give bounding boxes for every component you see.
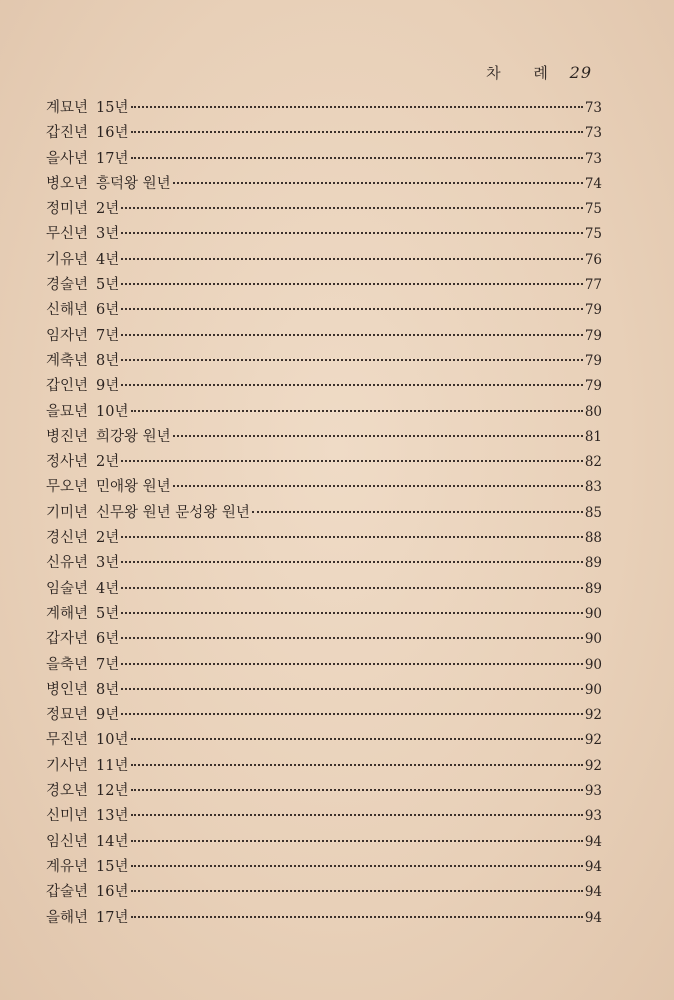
toc-entry [46, 349, 602, 374]
dot-leader [131, 865, 583, 867]
dot-leader [121, 587, 583, 589]
entry-page-number: 81 [584, 428, 602, 445]
entry-page-number: 90 [584, 656, 602, 673]
toc-entry [46, 425, 602, 450]
dot-leader [121, 663, 583, 665]
entry-description: 4년 [96, 580, 120, 597]
entry-year: 무오년 [46, 479, 89, 496]
entry-year: 신해년 [46, 302, 89, 319]
entry-description: 17년 [96, 150, 129, 167]
dot-leader [121, 232, 583, 234]
entry-description: 8년 [96, 352, 120, 369]
entry-description: 16년 [96, 125, 129, 142]
entry-description: 민애왕 원년 [96, 479, 171, 496]
entry-page-number: 92 [584, 732, 602, 749]
entry-year: 병오년 [46, 175, 89, 192]
entry-page-number: 73 [584, 100, 602, 116]
toc-entry [46, 830, 602, 855]
dot-leader [173, 485, 583, 487]
entry-description: 6년 [96, 631, 120, 648]
entry-page-number: 79 [584, 327, 602, 344]
dot-leader [121, 308, 583, 310]
entry-year: 기유년 [46, 251, 89, 268]
toc-entry [46, 653, 602, 678]
toc-entry [46, 804, 602, 829]
dot-leader [131, 789, 583, 791]
dot-leader [131, 916, 583, 918]
entry-page-number: 80 [584, 403, 602, 420]
entry-description: 17년 [96, 909, 129, 926]
entry-description: 2년 [96, 530, 120, 547]
entry-description: 4년 [96, 251, 120, 268]
entry-year: 을축년 [46, 656, 89, 673]
entry-year: 경술년 [46, 277, 89, 294]
toc-entry [46, 728, 602, 753]
toc-entry [46, 96, 602, 121]
toc-entry [46, 172, 602, 197]
dot-leader [121, 536, 583, 538]
entry-description: 7년 [96, 656, 120, 673]
entry-page-number: 75 [584, 201, 602, 218]
entry-description: 15년 [96, 858, 129, 875]
dot-leader [131, 106, 583, 108]
entry-description: 5년 [96, 605, 120, 622]
toc-entry [46, 450, 602, 475]
header-title: 차 례 [486, 64, 562, 82]
entry-year: 갑진년 [46, 125, 89, 142]
entry-year: 정묘년 [46, 707, 89, 724]
entry-page-number: 74 [584, 175, 602, 192]
entry-description: 14년 [96, 833, 129, 850]
entry-page-number: 82 [584, 454, 602, 471]
toc-entry [46, 121, 602, 146]
entry-year: 신유년 [46, 555, 89, 572]
entry-year: 계유년 [46, 858, 89, 875]
dot-leader [131, 890, 583, 892]
dot-leader [131, 410, 583, 412]
toc-entry [46, 273, 602, 298]
entry-page-number: 93 [584, 808, 602, 825]
entry-page-number: 90 [584, 605, 602, 622]
entry-description: 10년 [96, 403, 129, 420]
entry-page-number: 89 [584, 555, 602, 572]
toc-entry [46, 197, 602, 222]
entry-year: 기사년 [46, 757, 89, 774]
entry-year: 계축년 [46, 352, 89, 369]
entry-description: 희강왕 원년 [96, 428, 171, 445]
entry-description: 10년 [96, 732, 129, 749]
dot-leader [121, 258, 583, 260]
entry-page-number: 76 [584, 251, 602, 268]
entry-year: 경신년 [46, 530, 89, 547]
entry-page-number: 83 [584, 479, 602, 496]
entry-page-number: 92 [584, 707, 602, 724]
toc-entry [46, 754, 602, 779]
entry-year: 정미년 [46, 201, 89, 218]
entry-page-number: 94 [584, 833, 602, 850]
toc-entry [46, 906, 602, 931]
entry-page-number: 85 [584, 504, 602, 521]
entry-page-number: 94 [584, 884, 602, 901]
entry-page-number: 93 [584, 783, 602, 800]
entry-year: 계묘년 [46, 100, 89, 116]
entry-page-number: 79 [584, 302, 602, 319]
dot-leader [121, 384, 583, 386]
dot-leader [121, 334, 583, 336]
entry-page-number: 89 [584, 580, 602, 597]
entry-description: 9년 [96, 378, 120, 395]
dot-leader [121, 561, 583, 563]
dot-leader [173, 435, 583, 437]
dot-leader [121, 207, 583, 209]
dot-leader [131, 764, 583, 766]
toc-entry [46, 526, 602, 551]
entry-description: 3년 [96, 226, 120, 243]
entry-description: 11년 [96, 757, 129, 774]
toc-entry [46, 880, 602, 905]
entry-page-number: 90 [584, 681, 602, 698]
entry-year: 신미년 [46, 808, 89, 825]
entry-description: 흥덕왕 원년 [96, 175, 171, 192]
entry-description: 2년 [96, 454, 120, 471]
toc-entry [46, 400, 602, 425]
toc-entry [46, 298, 602, 323]
entry-page-number: 88 [584, 530, 602, 547]
toc-entry [46, 678, 602, 703]
dot-leader [131, 814, 583, 816]
toc-entry [46, 551, 602, 576]
entry-description: 9년 [96, 707, 120, 724]
entry-description: 5년 [96, 277, 120, 294]
entry-year: 정사년 [46, 454, 89, 471]
dot-leader [131, 738, 583, 740]
toc-entry [46, 703, 602, 728]
entry-description: 7년 [96, 327, 120, 344]
entry-year: 을사년 [46, 150, 89, 167]
dot-leader [121, 359, 583, 361]
entry-page-number: 73 [584, 150, 602, 167]
dot-leader [173, 182, 583, 184]
dot-leader [252, 511, 583, 513]
entry-page-number: 79 [584, 378, 602, 395]
toc-entry [46, 501, 602, 526]
entry-year: 을묘년 [46, 403, 89, 420]
toc-entry [46, 855, 602, 880]
toc-entry [46, 222, 602, 247]
dot-leader [121, 688, 583, 690]
entry-description: 12년 [96, 783, 129, 800]
toc-entry [46, 577, 602, 602]
dot-leader [121, 612, 583, 614]
toc-entry [46, 779, 602, 804]
entry-description: 6년 [96, 302, 120, 319]
toc-entry [46, 147, 602, 172]
entry-description: 3년 [96, 555, 120, 572]
dot-leader [131, 131, 583, 133]
entry-page-number: 73 [584, 125, 602, 142]
entry-year: 갑자년 [46, 631, 89, 648]
table-of-contents [46, 96, 602, 931]
dot-leader [121, 637, 583, 639]
entry-page-number: 94 [584, 858, 602, 875]
entry-page-number: 90 [584, 631, 602, 648]
toc-entry [46, 248, 602, 273]
toc-entry [46, 475, 602, 500]
dot-leader [131, 157, 583, 159]
entry-year: 계해년 [46, 605, 89, 622]
entry-year: 임자년 [46, 327, 89, 344]
toc-entry [46, 324, 602, 349]
toc-entry [46, 627, 602, 652]
header-page-number: 29 [569, 63, 592, 82]
entry-year: 임술년 [46, 580, 89, 597]
entry-year: 기미년 [46, 504, 89, 521]
entry-description: 16년 [96, 884, 129, 901]
entry-page-number: 79 [584, 352, 602, 369]
entry-page-number: 75 [584, 226, 602, 243]
entry-year: 병인년 [46, 681, 89, 698]
toc-entry [46, 602, 602, 627]
dot-leader [131, 840, 583, 842]
entry-description: 8년 [96, 681, 120, 698]
entry-description: 2년 [96, 201, 120, 218]
running-header [486, 62, 592, 83]
entry-description: 13년 [96, 808, 129, 825]
entry-year: 경오년 [46, 783, 89, 800]
dot-leader [121, 460, 583, 462]
entry-description: 신무왕 원년 문성왕 원년 [96, 504, 250, 521]
entry-year: 갑술년 [46, 884, 89, 901]
entry-year: 무신년 [46, 226, 89, 243]
entry-page-number: 94 [584, 909, 602, 926]
dot-leader [121, 283, 583, 285]
entry-year: 을해년 [46, 909, 89, 926]
entry-year: 갑인년 [46, 378, 89, 395]
entry-page-number: 77 [584, 277, 602, 294]
entry-year: 무진년 [46, 732, 89, 749]
entry-year: 임신년 [46, 833, 89, 850]
dot-leader [121, 713, 583, 715]
toc-entry [46, 374, 602, 399]
entry-page-number: 92 [584, 757, 602, 774]
entry-description: 15년 [96, 100, 129, 116]
entry-year: 병진년 [46, 428, 89, 445]
